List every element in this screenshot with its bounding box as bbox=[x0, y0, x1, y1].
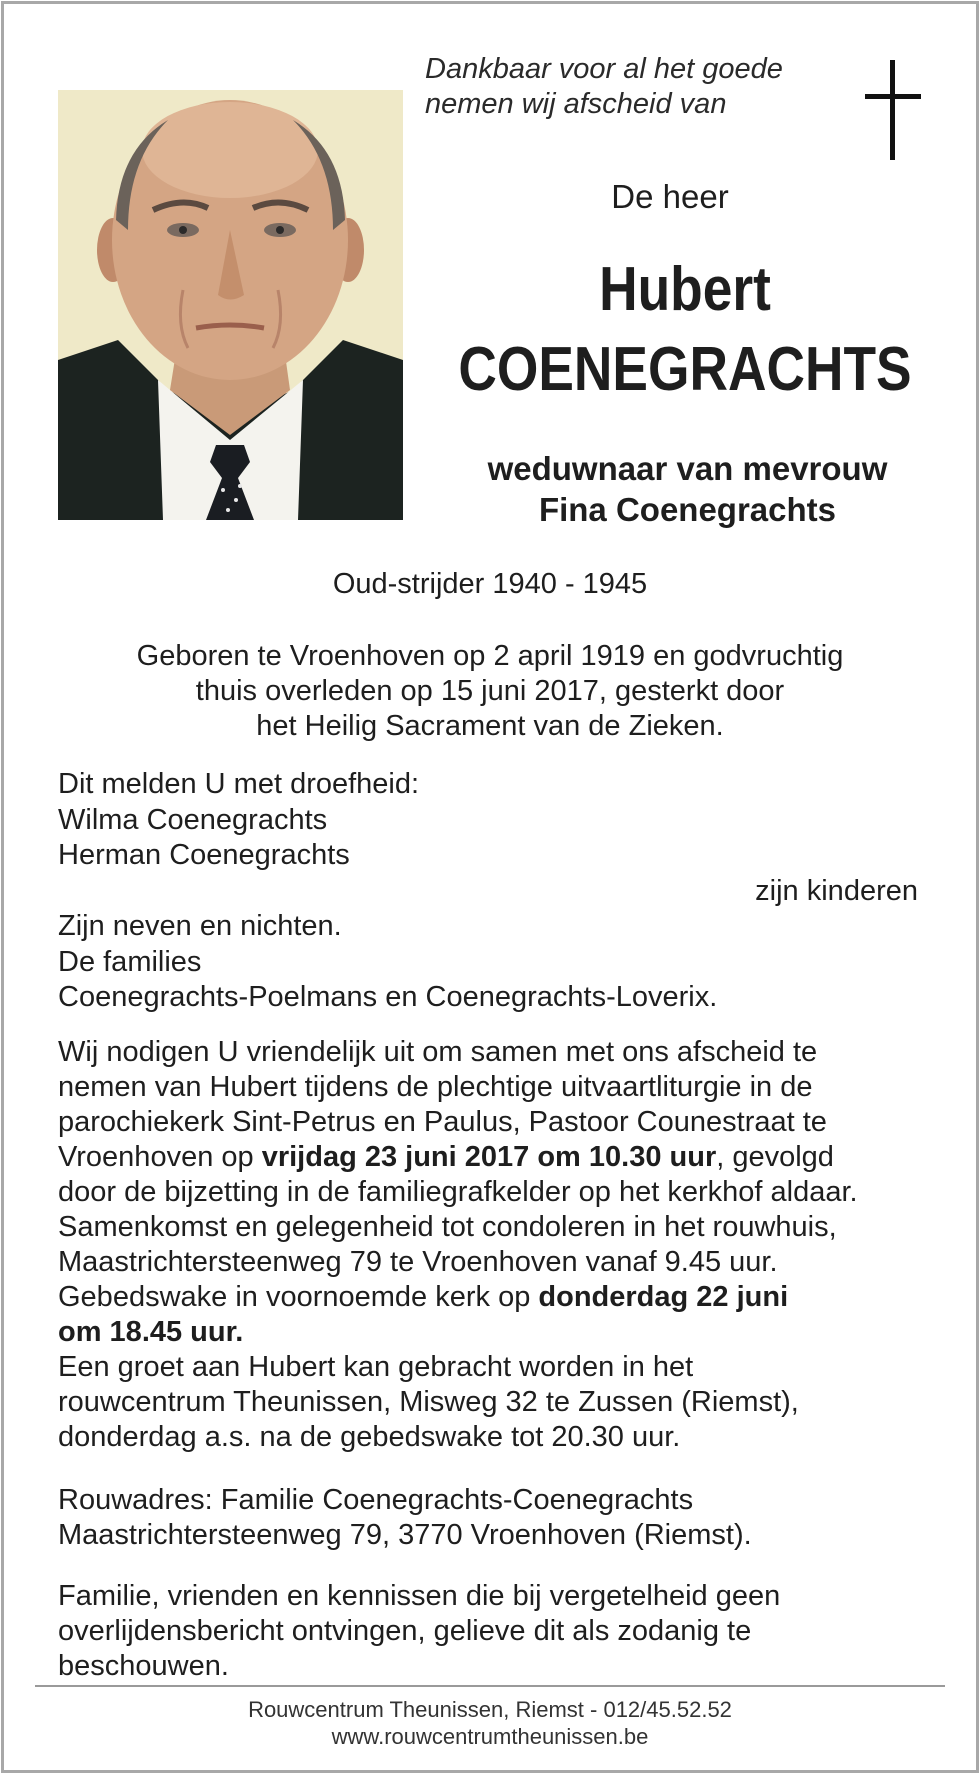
spouse-info bbox=[430, 448, 945, 530]
portrait-photo bbox=[58, 90, 403, 520]
address-line: Rouwadres: Familie Coenegrachts-Coenegrachts bbox=[58, 1484, 694, 1516]
closing-line: overlijdensbericht ontvingen, gelieve dit als zodanig te bbox=[58, 1615, 752, 1647]
funeral-date: vrijdag 23 juni 2017 om 10.30 uur bbox=[261, 1141, 717, 1173]
invite-line: parochiekerk Sint-Petrus en Paulus, Pastoor Counestraat te bbox=[58, 1106, 827, 1138]
born-line: Geboren te Vroenhoven op 2 april 1919 en godvruchtig bbox=[136, 640, 844, 672]
invite-line: Wij nodigen U vriendelijk uit om samen met ons afscheid te bbox=[58, 1036, 818, 1068]
children-label: zijn kinderen bbox=[755, 874, 918, 907]
invite-line: rouwcentrum Theunissen, Misweg 32 te Zussen (Riemst), bbox=[58, 1386, 799, 1418]
invite-text: Vroenhoven op bbox=[58, 1141, 262, 1173]
mourning-address bbox=[58, 1483, 928, 1553]
child-name: Herman Coenegrachts bbox=[58, 839, 350, 871]
spouse-name: Fina Coenegrachts bbox=[538, 491, 837, 528]
funeral-home-contact: Rouwcentrum Theunissen, Riemst - 012/45.52.52 bbox=[248, 1697, 732, 1722]
family-line: De families bbox=[58, 945, 202, 978]
address-line: Maastrichtersteenweg 79, 3770 Vroenhoven (Riemst). bbox=[58, 1519, 752, 1551]
intro-line: nemen wij afscheid van bbox=[425, 88, 727, 120]
child-name: Wilma Coenegrachts bbox=[58, 803, 328, 836]
veteran-note: Oud-strijder 1940 - 1945 bbox=[332, 568, 648, 600]
invite-text: Gebedswake in voornoemde kerk op bbox=[58, 1281, 539, 1313]
cross-icon bbox=[865, 60, 921, 160]
born-line: het Heilig Sacrament van de Zieken. bbox=[256, 710, 724, 742]
invite-line bbox=[58, 1140, 928, 1175]
closing-note bbox=[58, 1579, 928, 1684]
family-line: Coenegrachts-Poelmans en Coenegrachts-Loverix. bbox=[58, 981, 718, 1013]
birth-death-info bbox=[60, 639, 920, 744]
funeral-invitation bbox=[58, 1035, 928, 1455]
announcement-family bbox=[58, 767, 918, 1016]
invite-line: Een groet aan Hubert kan gebracht worden in het bbox=[58, 1351, 694, 1383]
family-line: Zijn neven en nichten. bbox=[58, 910, 342, 942]
invite-line: donderdag a.s. na de gebedswake tot 20.30 uur. bbox=[58, 1421, 681, 1453]
intro-line: Dankbaar voor al het goede bbox=[425, 53, 783, 85]
deceased-last-name: COENEGRACHTS bbox=[458, 335, 912, 404]
invite-line bbox=[58, 1280, 928, 1315]
footer bbox=[0, 1696, 980, 1750]
invite-line: Samenkomst en gelegenheid tot condoleren in het rouwhuis, bbox=[58, 1211, 837, 1243]
closing-line: Familie, vrienden en kennissen die bij vergetelheid geen bbox=[58, 1580, 781, 1612]
footer-divider bbox=[35, 1685, 945, 1687]
vigil-date: donderdag 22 juni bbox=[538, 1281, 789, 1313]
invite-line: nemen van Hubert tijdens de plechtige uitvaartliturgie in de bbox=[58, 1071, 813, 1103]
honorific: De heer bbox=[611, 178, 729, 215]
funeral-home-website: www.rouwcentrumtheunissen.be bbox=[331, 1724, 649, 1749]
intro-text bbox=[425, 52, 845, 122]
invite-line: door de bijzetting in de familiegrafkelder op het kerkhof aldaar. bbox=[58, 1176, 858, 1208]
invite-line: Maastrichtersteenweg 79 te Vroenhoven vanaf 9.45 uur. bbox=[58, 1246, 778, 1278]
vigil-time: om 18.45 uur. bbox=[58, 1316, 244, 1348]
closing-line: beschouwen. bbox=[58, 1650, 229, 1682]
spouse-line: weduwnaar van mevrouw bbox=[487, 450, 888, 487]
invite-line bbox=[58, 1315, 928, 1350]
deceased-first-name: Hubert bbox=[599, 255, 771, 324]
born-line: thuis overleden op 15 juni 2017, gesterkt door bbox=[195, 675, 785, 707]
portrait-illustration bbox=[58, 90, 403, 520]
announce-intro: Dit melden U met droefheid: bbox=[58, 768, 420, 800]
invite-text: , gevolgd bbox=[716, 1141, 834, 1173]
